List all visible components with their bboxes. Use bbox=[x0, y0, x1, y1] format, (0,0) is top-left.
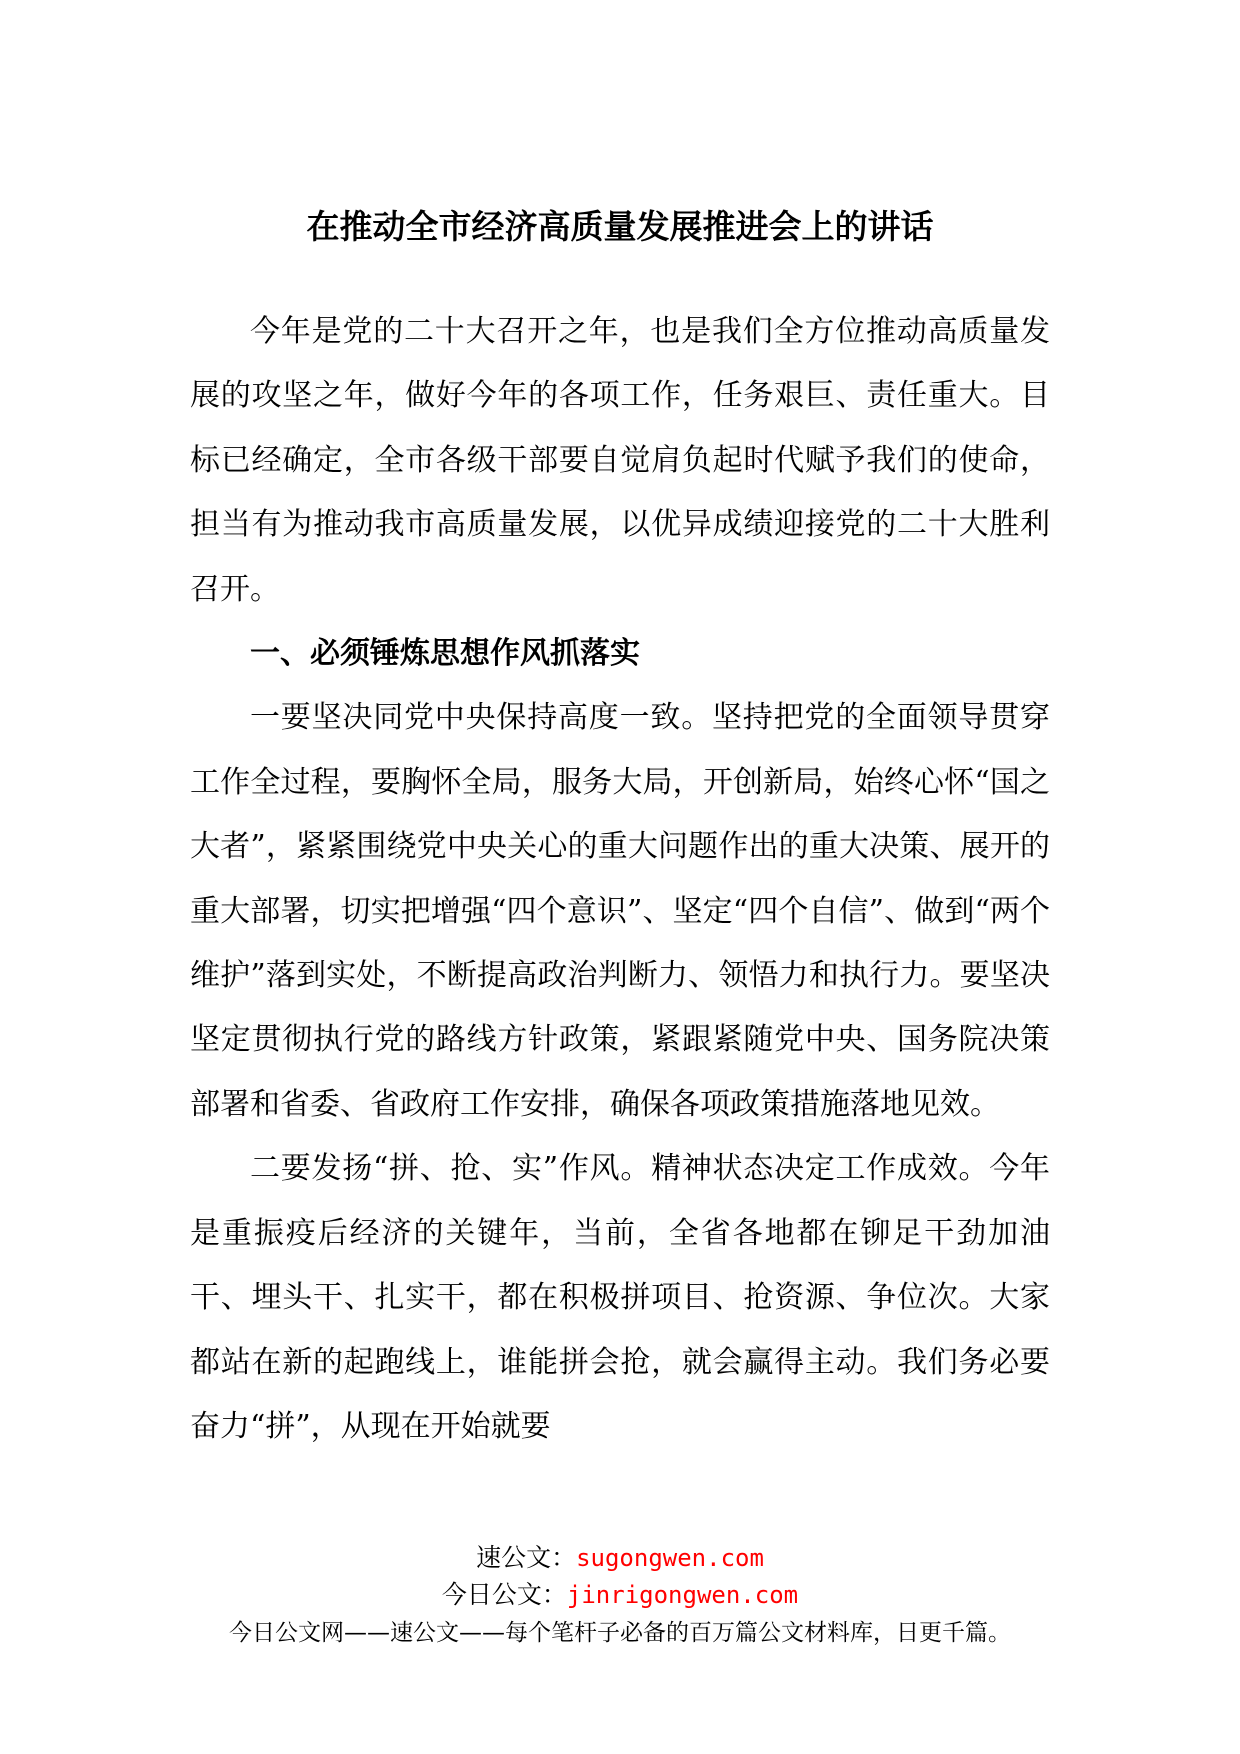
footer-sugongwen-link[interactable]: sugongwen.com bbox=[576, 1544, 764, 1572]
document-title: 在推动全市经济高质量发展推进会上的讲话 bbox=[306, 207, 934, 246]
footer-jinrigongwen-label: 今日公文： bbox=[441, 1580, 567, 1609]
footer-sugongwen-label: 速公文： bbox=[476, 1543, 577, 1572]
paragraph-point-2: 二要发扬“拼、抢、实”作风。精神状态决定工作成效。今年是重振疫后经济的关键年，当前，全省各地都在铆足干劲加油干、埋头干、扎实干，都在积极拼项目、抢资源、争位次。大家都站在新的起跑线上，谁能拼会抢，就会赢得主动。我们务必要奋力“拼”，从现在开始就要 bbox=[190, 1151, 1050, 1444]
paragraph-point-1: 一要坚决同党中央保持高度一致。坚持把党的全面领导贯穿工作全过程，要胸怀全局，服务大局，开创新局，始终心怀“国之大者”，紧紧围绕党中央关心的重大问题作出的重大决策、展开的重大部署，切实把增强“四个意识”、坚定“四个自信”、做到“两个维护”落到实处，不断提高政治判断力、领悟力和执行力。要坚决坚定贯彻执行党的路线方针政策，紧跟紧随党中央、国务院决策部署和省委、省政府工作安排，确保各项政策措施落地见效。 bbox=[190, 700, 1050, 1122]
footer-slogan: 今日公文网——速公文——每个笔杆子必备的百万篇公文材料库，日更千篇。 bbox=[229, 1620, 1011, 1646]
document-body bbox=[190, 300, 1050, 1459]
footer-sugongwen bbox=[0, 1540, 1240, 1576]
paragraph-intro: 今年是党的二十大召开之年，也是我们全方位推动高质量发展的攻坚之年，做好今年的各项工作，任务艰巨、责任重大。目标已经确定，全市各级干部要自觉肩负起时代赋予我们的使命，担当有为推动我市高质量发展，以优异成绩迎接党的二十大胜利召开。 bbox=[190, 314, 1050, 607]
footer-jinrigongwen-link[interactable]: jinrigongwen.com bbox=[566, 1581, 799, 1609]
footer-jinrigongwen bbox=[0, 1577, 1240, 1613]
section-heading-1: 一、必须锤炼思想作风抓落实 bbox=[250, 636, 640, 672]
